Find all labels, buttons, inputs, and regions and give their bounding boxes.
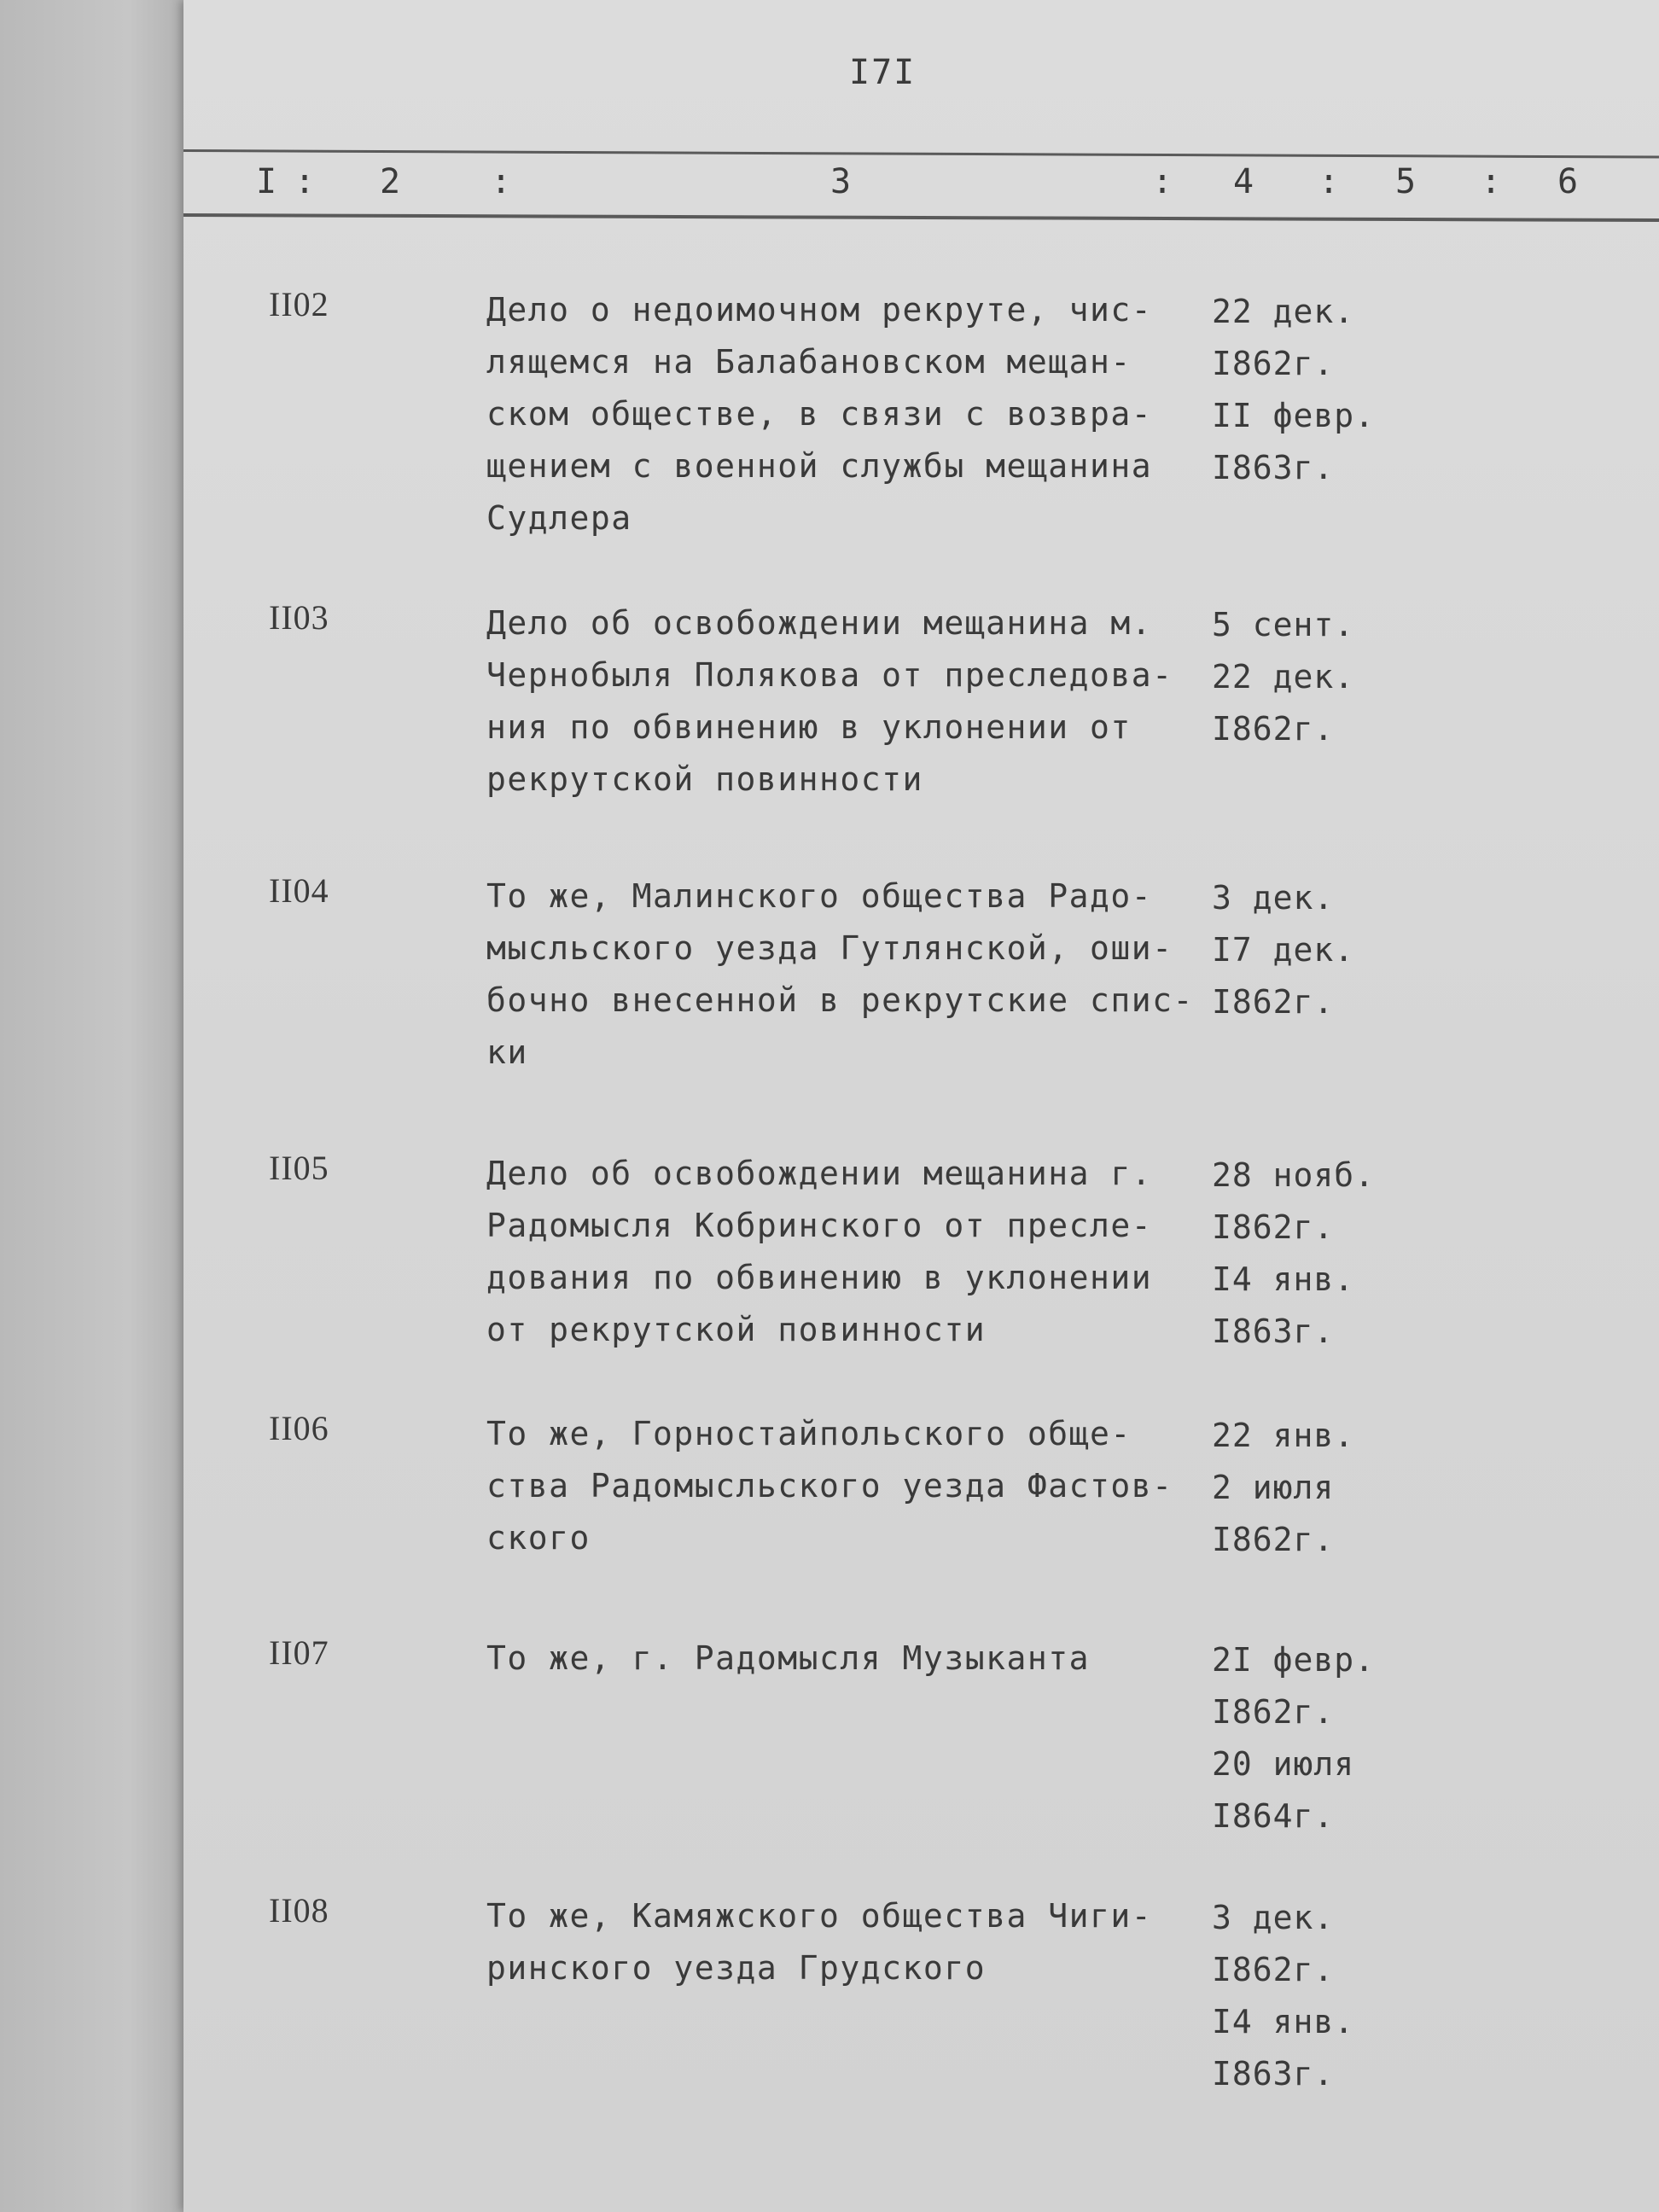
entry-number: II04 <box>269 871 329 910</box>
column-header-4: 4 <box>1233 162 1254 201</box>
entry-dates <box>1212 1410 1354 1566</box>
description-line: Радомысля Кобринского от пресле- <box>486 1207 1153 1244</box>
description-line: То же, Горностайпольского обще- <box>486 1415 1132 1452</box>
column-separator: : <box>1318 162 1340 201</box>
date-line: I863г. <box>1212 449 1335 486</box>
header-rule-bottom <box>183 213 1659 222</box>
description-line: ского <box>486 1519 591 1557</box>
entry-number: II07 <box>269 1633 329 1672</box>
date-line: I4 янв. <box>1212 1260 1355 1298</box>
description-line: Чернобыля Полякова от преследова- <box>486 656 1173 694</box>
date-line: I862г. <box>1212 710 1335 748</box>
description-line: от рекрутской повинности <box>486 1311 987 1348</box>
description-line: мысльского уезда Гутлянской, оши- <box>486 929 1173 967</box>
description-line: Дело об освобождении мещанина г. <box>486 1155 1153 1192</box>
entry-dates <box>1212 1150 1375 1358</box>
adjacent-page-edge <box>0 0 183 2212</box>
date-line: II февр. <box>1212 397 1376 434</box>
date-line: I862г. <box>1212 1693 1335 1731</box>
date-line: 28 нояб. <box>1212 1156 1376 1194</box>
description-line: ния по обвинению в уклонении от <box>486 708 1132 746</box>
header-rule-top <box>183 149 1659 159</box>
description-line: То же, Малинского общества Радо- <box>486 877 1153 915</box>
date-line: I863г. <box>1212 1313 1335 1350</box>
date-line: 20 июля <box>1212 1745 1355 1783</box>
column-header-1: I <box>256 162 277 201</box>
column-separator: : <box>1152 162 1173 201</box>
column-header-2: 2 <box>380 162 401 201</box>
date-line: I862г. <box>1212 983 1335 1021</box>
description-line: дования по обвинению в уклонении <box>486 1259 1153 1296</box>
description-line: Дело об освобождении мещанина м. <box>486 604 1153 642</box>
date-line: I862г. <box>1212 1951 1335 1988</box>
archive-page <box>183 0 1659 2212</box>
date-line: I864г. <box>1212 1797 1335 1835</box>
date-line: 2I февр. <box>1212 1641 1376 1679</box>
description-line: То же, г. Радомысля Музыканта <box>486 1639 1090 1677</box>
entry-dates <box>1212 286 1375 494</box>
column-separator: : <box>294 162 316 201</box>
description-line: Судлера <box>486 499 632 537</box>
description-line: ринского уезда Грудского <box>486 1949 987 1987</box>
date-line: I862г. <box>1212 345 1335 382</box>
description-line: То же, Камяжского общества Чиги- <box>486 1897 1153 1935</box>
entry-number: II08 <box>269 1891 329 1930</box>
description-line: лящемся на Балабановском мещан- <box>486 343 1132 381</box>
column-separator: : <box>1481 162 1502 201</box>
description-line: Дело о недоимочном рекруте, чис- <box>486 291 1153 329</box>
date-line: I863г. <box>1212 2055 1335 2093</box>
date-line: I7 дек. <box>1212 931 1355 969</box>
description-line: щением с военной службы мещанина <box>486 447 1153 485</box>
entry-number: II06 <box>269 1409 329 1447</box>
page-number: I7I <box>849 53 917 92</box>
column-header-5: 5 <box>1395 162 1417 201</box>
date-line: I4 янв. <box>1212 2003 1355 2040</box>
description-line: ском обществе, в связи с возвра- <box>486 395 1153 433</box>
date-line: 5 сент. <box>1212 606 1355 643</box>
entry-dates <box>1212 1634 1375 1842</box>
date-line: 3 дек. <box>1212 1899 1335 1936</box>
date-line: 3 дек. <box>1212 879 1335 917</box>
column-header-6: 6 <box>1557 162 1579 201</box>
date-line: 2 июля <box>1212 1469 1335 1506</box>
column-header-3: 3 <box>830 162 852 201</box>
description-line: бочно внесенной в рекрутские спис- <box>486 981 1194 1019</box>
entry-dates <box>1212 1892 1354 2100</box>
description-line: ства Радомысльского уезда Фастов- <box>486 1467 1173 1505</box>
entry-dates <box>1212 872 1354 1028</box>
column-separator: : <box>491 162 512 201</box>
entry-number: II03 <box>269 598 329 637</box>
description-line: рекрутской повинности <box>486 760 923 798</box>
entry-dates <box>1212 599 1354 755</box>
date-line: I862г. <box>1212 1521 1335 1558</box>
date-line: 22 дек. <box>1212 293 1355 330</box>
entry-number: II02 <box>269 285 329 323</box>
entry-number: II05 <box>269 1149 329 1187</box>
description-line: ки <box>486 1033 528 1071</box>
date-line: 22 дек. <box>1212 658 1355 696</box>
date-line: I862г. <box>1212 1208 1335 1246</box>
date-line: 22 янв. <box>1212 1417 1355 1454</box>
